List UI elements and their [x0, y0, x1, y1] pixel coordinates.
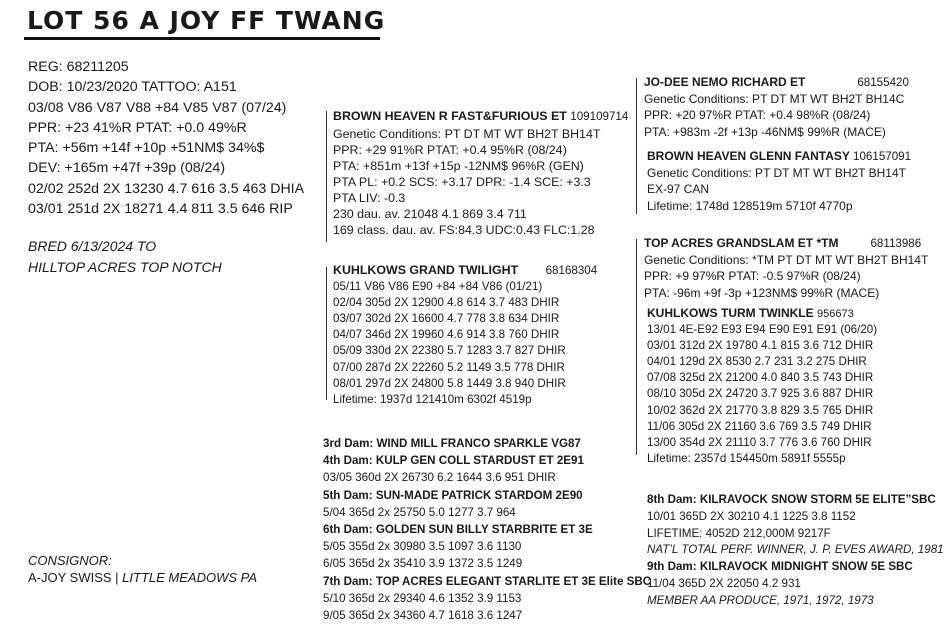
paternal-bracket	[636, 78, 637, 214]
paternal-granddam-reg: 106157091	[853, 150, 912, 163]
dam-header	[333, 262, 597, 279]
consignor-separator: |	[111, 570, 123, 585]
paternal-grandsire-header	[644, 74, 909, 91]
maternal-granddam-reg: 956673	[816, 308, 854, 320]
subject-dob: DOB: 10/23/2020 TATTOO: A151	[28, 79, 237, 96]
bred-date: BRED 6/13/2024 TO	[28, 238, 157, 254]
sire-line: PPR: +29 91%R PTAT: +0.4 95%R (08/24)	[333, 143, 567, 157]
sire-header	[333, 107, 628, 126]
dam-8-award: NAT’L TOTAL PERF. WINNER, J. P. EVES AWARD, 1981	[647, 543, 944, 557]
paternal-grandsire-reg: 68155420	[857, 76, 909, 89]
dam-bracket	[326, 267, 327, 400]
sire-block	[333, 107, 628, 238]
dam-8-lifetime: LIFETIME: 4052D 212,000M 9217F	[647, 526, 831, 540]
maternal-granddam-line: 13/00 354d 2X 21110 3.7 776 3.6 760 DHIR	[647, 435, 872, 449]
sire-name: BROWN HEAVEN R FAST&FURIOUS ET	[333, 109, 567, 123]
maternal-grandsire-line: PPR: +9 97%R PTAT: -0.5 97%R (08/24)	[644, 269, 861, 284]
maternal-granddam-name: KUHLKOWS TURM TWINKLE	[647, 306, 814, 320]
consignor-name: A-JOY SWISS	[28, 570, 112, 585]
dam-9-title: 9th Dam: KILRAVOCK MIDNIGHT SNOW 5E SBC	[647, 560, 913, 574]
dam-9-record: 11/04 365D 2X 22050 4.2 931	[647, 576, 801, 590]
dam-line: 05/09 330d 2X 22380 5.7 1283 3.7 827 DHIR	[333, 344, 566, 358]
maternal-grandsire-header	[644, 235, 928, 252]
dam-8-title: 8th Dam: KILRAVOCK SNOW STORM 5E ELITE”SBC	[647, 493, 936, 506]
paternal-grandsire-block	[644, 74, 909, 140]
dam-reg: 68168304	[545, 264, 598, 277]
dam-8-record: 10/01 365D 2X 30210 4.1 1225 3.8 1152	[647, 509, 856, 523]
sire-line: Genetic Conditions: PT DT MT WT BH2T BH14T	[333, 127, 601, 141]
maternal-granddam-line: 08/10 305d 2X 24720 3.7 925 3.6 887 DHIR	[647, 387, 874, 401]
paternal-grandsire-line: PPR: +20 97%R PTAT: +0.4 98%R (08/24)	[644, 108, 871, 123]
ancestry-dams-right	[647, 492, 944, 610]
sire-line: PTA LIV: -0.3	[333, 191, 406, 205]
paternal-grandsire-line: Genetic Conditions: PT DT MT WT BH2T BH14C	[644, 92, 905, 107]
sire-line: 230 dau. av. 21048 4.1 869 3.4 711	[333, 207, 527, 221]
subject-record-1: 02/02 252d 2X 13230 4.7 616 3.5 463 DHIA	[28, 180, 305, 197]
maternal-grandsire-line: PTA: -96m +9f -3p +123NM$ 99%R (MACE)	[644, 285, 880, 300]
sire-bracket	[326, 111, 327, 242]
dam-line: 03/07 302d 2X 16600 4.7 778 3.8 634 DHIR	[333, 312, 560, 326]
dam-5-title: 5th Dam: SUN-MADE PATRICK STARDOM 2E90	[323, 488, 583, 502]
subject-reg: REG: 68211205	[28, 59, 129, 75]
sire-reg: 109109714	[570, 110, 629, 123]
dam-line: 08/01 297d 2X 24800 5.8 1449 3.8 940 DHIR	[333, 376, 566, 390]
paternal-granddam-line: Genetic Conditions: PT DT MT WT BH2T BH14T	[647, 166, 906, 181]
sire-line: PTA: +851m +13f +15p -12NM$ 96%R (GEN)	[333, 159, 584, 173]
dam-3-title: 3rd Dam: WIND MILL FRANCO SPARKLE VG87	[323, 437, 581, 450]
bred-sire: HILLTOP ACRES TOP NOTCH	[28, 258, 222, 275]
dam-6-record: 5/05 355d 2x 30980 3.5 1097 3.6 1130	[323, 540, 522, 554]
maternal-granddam-line: 13/01 4E-E92 E93 E94 E90 E91 E91 (06/20)	[647, 323, 878, 337]
paternal-granddam-line: EX-97 CAN	[647, 182, 710, 197]
sire-line: 169 class. dau. av. FS:84.3 UDC:0.43 FLC:1.28	[333, 223, 595, 237]
maternal-granddam-block	[647, 305, 877, 467]
subject-pta: PTA: +56m +14f +10p +51NM$ 34%$	[28, 140, 265, 157]
dam-block	[333, 262, 597, 408]
paternal-granddam-name: BROWN HEAVEN GLENN FANTASY	[647, 149, 850, 163]
subject-classification: 03/08 V86 V87 V88 +84 V85 V87 (07/24)	[28, 99, 287, 116]
dam-line: 02/04 305d 2X 12900 4.8 614 3.7 483 DHIR	[333, 296, 560, 310]
dam-line: 07/00 287d 2X 22260 5.2 1149 3.5 778 DHIR	[333, 360, 565, 374]
paternal-granddam-header	[647, 148, 911, 165]
dam-9-member: MEMBER AA PRODUCE, 1971, 1972, 1973	[647, 593, 874, 607]
maternal-grandsire-reg: 68113986	[870, 237, 922, 250]
page-title: LOT 56 A JOY FF TWANG	[27, 6, 386, 35]
dam-line: Lifetime: 1937d 121410m 6302f 4519p	[333, 392, 532, 406]
maternal-granddam-line: 03/01 312d 2X 19780 4.1 815 3.6 712 DHIR	[647, 339, 874, 353]
maternal-grandsire-block	[644, 235, 928, 301]
dam-7-record: 9/05 365d 2x 34360 4.7 1618 3.6 1247	[323, 609, 523, 623]
ancestry-dams-left	[323, 435, 651, 624]
dam-line: 04/07 346d 2X 19960 4.6 914 3.8 760 DHIR	[333, 328, 560, 342]
paternal-granddam-block	[647, 148, 911, 214]
maternal-granddam-line: 11/06 305d 2X 21160 3.6 769 3.5 749 DHIR	[647, 419, 872, 433]
maternal-granddam-header	[647, 305, 877, 322]
paternal-grandsire-line: PTA: +983m -2f +13p -46NM$ 99%R (MACE)	[644, 124, 886, 139]
dam-7-record: 5/10 365d 2x 29340 4.6 1352 3.9 1153	[323, 591, 522, 605]
title-underline	[24, 37, 380, 40]
subject-record-2: 03/01 251d 2X 18271 4.4 811 3.5 646 RIP	[28, 201, 293, 218]
dam-6-title: 6th Dam: GOLDEN SUN BILLY STARBRITE ET 3E	[323, 523, 593, 537]
dam-5-record: 5/04 365d 2x 25750 5.0 1277 3.7 964	[323, 505, 516, 519]
consignor-info	[28, 552, 257, 586]
maternal-grandsire-name: TOP ACRES GRANDSLAM ET *TM	[644, 236, 839, 250]
maternal-granddam-line: 10/02 362d 2X 21770 3.8 829 3.5 765 DHIR	[647, 403, 874, 417]
subject-info	[28, 57, 304, 219]
paternal-granddam-line: Lifetime: 1748d 128519m 5710f 4770p	[647, 198, 853, 213]
dam-name: KUHLKOWS GRAND TWILIGHT	[333, 263, 519, 277]
maternal-bracket	[636, 239, 637, 455]
consignor-label: CONSIGNOR:	[28, 553, 112, 568]
maternal-granddam-line: Lifetime: 2357d 154450m 5891f 5555p	[647, 451, 846, 465]
dam-line: 05/11 V86 V86 E90 +84 +84 V86 (01/21)	[333, 280, 543, 294]
dam-4-record: 03/05 360d 2X 26730 6.2 1644 3.6 951 DHIR	[323, 471, 556, 485]
maternal-granddam-line: 04/01 129d 2X 8530 2.7 231 3.2 275 DHIR	[647, 355, 867, 369]
paternal-grandsire-name: JO-DEE NEMO RICHARD ET	[644, 75, 806, 89]
maternal-granddam-line: 07/08 325d 2X 21200 4.0 840 3.5 743 DHIR	[647, 371, 874, 385]
dam-7-title: 7th Dam: TOP ACRES ELEGANT STARLITE ET 3E Elite SBC	[323, 574, 652, 588]
dam-6-record: 6/05 365d 2x 35410 3.9 1372 3.5 1249	[323, 557, 523, 571]
subject-dev: DEV: +165m +47f +39p (08/24)	[28, 160, 226, 177]
bred-info	[28, 236, 222, 277]
sire-line: PTA PL: +0.2 SCS: +3.17 DPR: -1.4 SCE: +3.3	[333, 175, 591, 189]
dam-4-title: 4th Dam: KULP GEN COLL STARDUST ET 2E91	[323, 454, 584, 468]
maternal-grandsire-line: Genetic Conditions: *TM PT DT MT WT BH2T BH14T	[644, 253, 929, 268]
consignor-line	[28, 569, 257, 586]
consignor-location: LITTLE MEADOWS PA	[122, 570, 258, 585]
subject-ppr: PPR: +23 41%R PTAT: +0.0 49%R	[28, 119, 247, 136]
